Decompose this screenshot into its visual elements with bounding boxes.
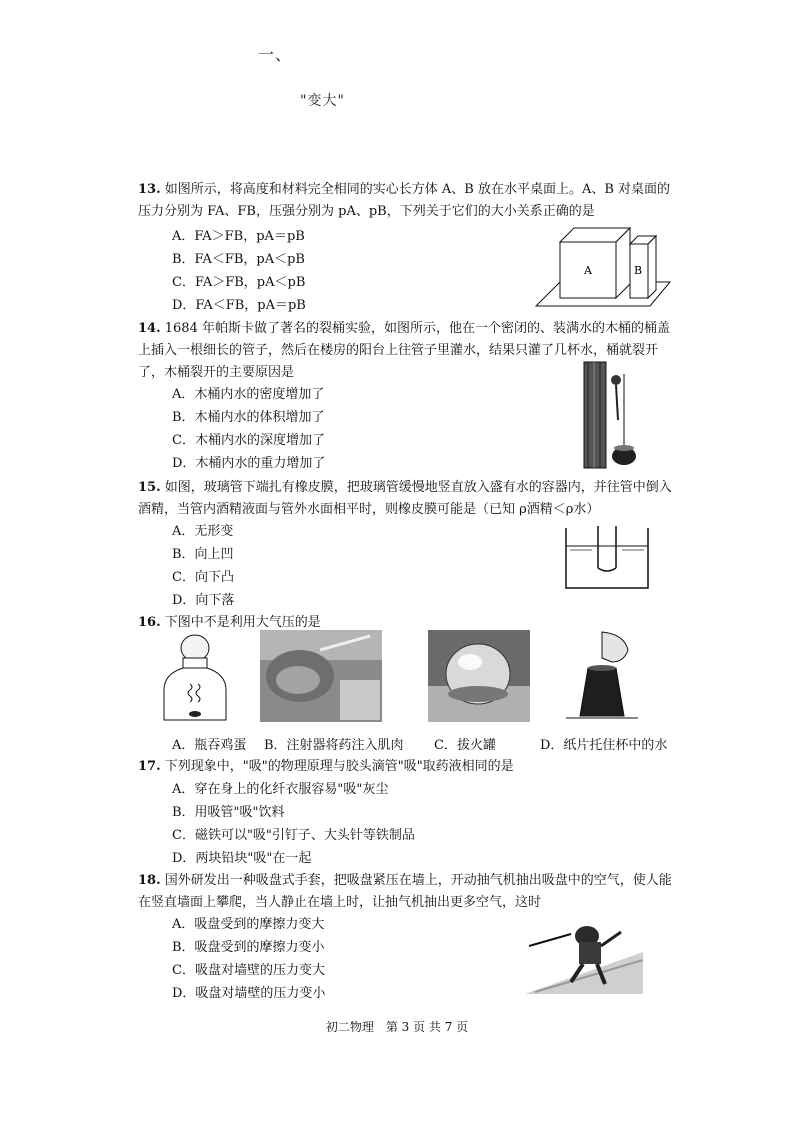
figure-15-container xyxy=(562,524,652,592)
question-13 xyxy=(138,179,678,223)
header-fragment-2: "变大" xyxy=(300,93,345,109)
question-18-text xyxy=(138,870,678,914)
figure-16a-bottle-egg xyxy=(160,634,230,726)
question-number: 17. xyxy=(138,759,161,774)
option-14-c: C．木桶内水的深度增加了 xyxy=(172,433,325,448)
option-14-d: D．木桶内水的重力增加了 xyxy=(172,456,326,471)
option-18-c: C．吸盘对墙壁的压力变大 xyxy=(172,963,325,978)
question-stem: 国外研发出一种吸盘式手套，把吸盘紧压在墙上，开动抽气机抽出吸盘中的空气，使人能在竖直墙面上攀爬，当人静止在墙上时，让抽气机抽出更多空气，这时 xyxy=(138,873,672,910)
question-18 xyxy=(138,870,678,914)
figure-16c-cupping xyxy=(428,630,530,722)
page-footer: 初二物理 第 3 页 共 7 页 xyxy=(325,1020,469,1034)
option-13-a: A．FA＞FB，pA＝pB xyxy=(172,229,305,244)
question-15-text xyxy=(138,477,678,521)
question-stem: 1684 年帕斯卡做了著名的裂桶实验，如图所示，他在一个密闭的、装满水的木桶的桶盖上插入一根细长的管子，然后在楼房的阳台上往管子里灌水，结果只灌了几杯水，桶就裂开了，木桶裂开的主要原因是 xyxy=(138,321,670,380)
question-stem: 如图，玻璃管下端扎有橡皮膜，把玻璃管缓慢地竖直放入盛有水的容器内，并往管中倒入酒精，当管内酒精液面与管外水面相平时，则橡皮膜可能是（已知 ρ酒精＜ρ水） xyxy=(138,480,672,517)
option-13-c: C．FA＞FB，pA＜pB xyxy=(172,275,306,290)
question-17-text xyxy=(138,756,678,778)
option-18-a: A．吸盘受到的摩擦力变大 xyxy=(172,917,325,932)
figure-13-blocks xyxy=(530,222,680,314)
question-stem: 下图中不是利用大气压的是 xyxy=(164,615,321,630)
option-13-d: D．FA＜FB，pA＝pB xyxy=(172,298,306,313)
question-number: 14. xyxy=(138,321,161,336)
option-15-b: B．向上凹 xyxy=(172,547,234,562)
option-15-c: C．向下凸 xyxy=(172,570,234,585)
block-a-label: A xyxy=(584,264,592,277)
caption-16c: C．拔火罐 xyxy=(434,738,496,753)
option-17-a: A．穿在身上的化纤衣服容易"吸"灰尘 xyxy=(172,782,389,797)
option-15-d: D．向下落 xyxy=(172,593,235,608)
option-15-a: A．无形变 xyxy=(172,524,234,539)
question-number: 13. xyxy=(138,182,161,197)
option-17-c: C．磁铁可以"吸"引钉子、大头针等铁制品 xyxy=(172,828,415,843)
caption-16b: B．注射器将药注入肌肉 xyxy=(264,738,404,753)
header-fragment-1: 一、 xyxy=(258,45,293,64)
question-13-text xyxy=(138,179,678,223)
option-14-b: B．木桶内水的体积增加了 xyxy=(172,410,325,425)
option-17-d: D．两块铅块"吸"在一起 xyxy=(172,851,312,866)
figure-14-barrel xyxy=(582,360,642,470)
option-13-b: B．FA＜FB，pA＜pB xyxy=(172,252,305,267)
figure-18-climber xyxy=(525,912,643,994)
question-number: 16. xyxy=(138,615,161,630)
option-18-b: B．吸盘受到的摩擦力变小 xyxy=(172,940,325,955)
question-number: 18. xyxy=(138,873,161,888)
question-number: 15. xyxy=(138,480,161,495)
caption-16d: D．纸片托住杯中的水 xyxy=(540,738,668,753)
caption-16a: A．瓶吞鸡蛋 xyxy=(172,738,247,753)
question-stem: 下列现象中，"吸"的物理原理与胶头滴管"吸"取药液相同的是 xyxy=(164,759,514,774)
question-17 xyxy=(138,756,678,778)
question-15 xyxy=(138,477,678,521)
figure-16d-paper-cup xyxy=(562,628,642,722)
figure-16b-injection xyxy=(260,630,382,722)
block-b-label: B xyxy=(634,264,643,277)
option-14-a: A．木桶内水的密度增加了 xyxy=(172,387,325,402)
option-17-b: B．用吸管"吸"饮料 xyxy=(172,805,285,820)
option-18-d: D．吸盘对墙壁的压力变小 xyxy=(172,986,326,1001)
question-stem: 如图所示，将高度和材料完全相同的实心长方体 A、B 放在水平桌面上。A、B 对桌面的压力分别为 FA、FB，压强分别为 pA、pB，下列关于它们的大小关系正确的是 xyxy=(138,182,671,219)
